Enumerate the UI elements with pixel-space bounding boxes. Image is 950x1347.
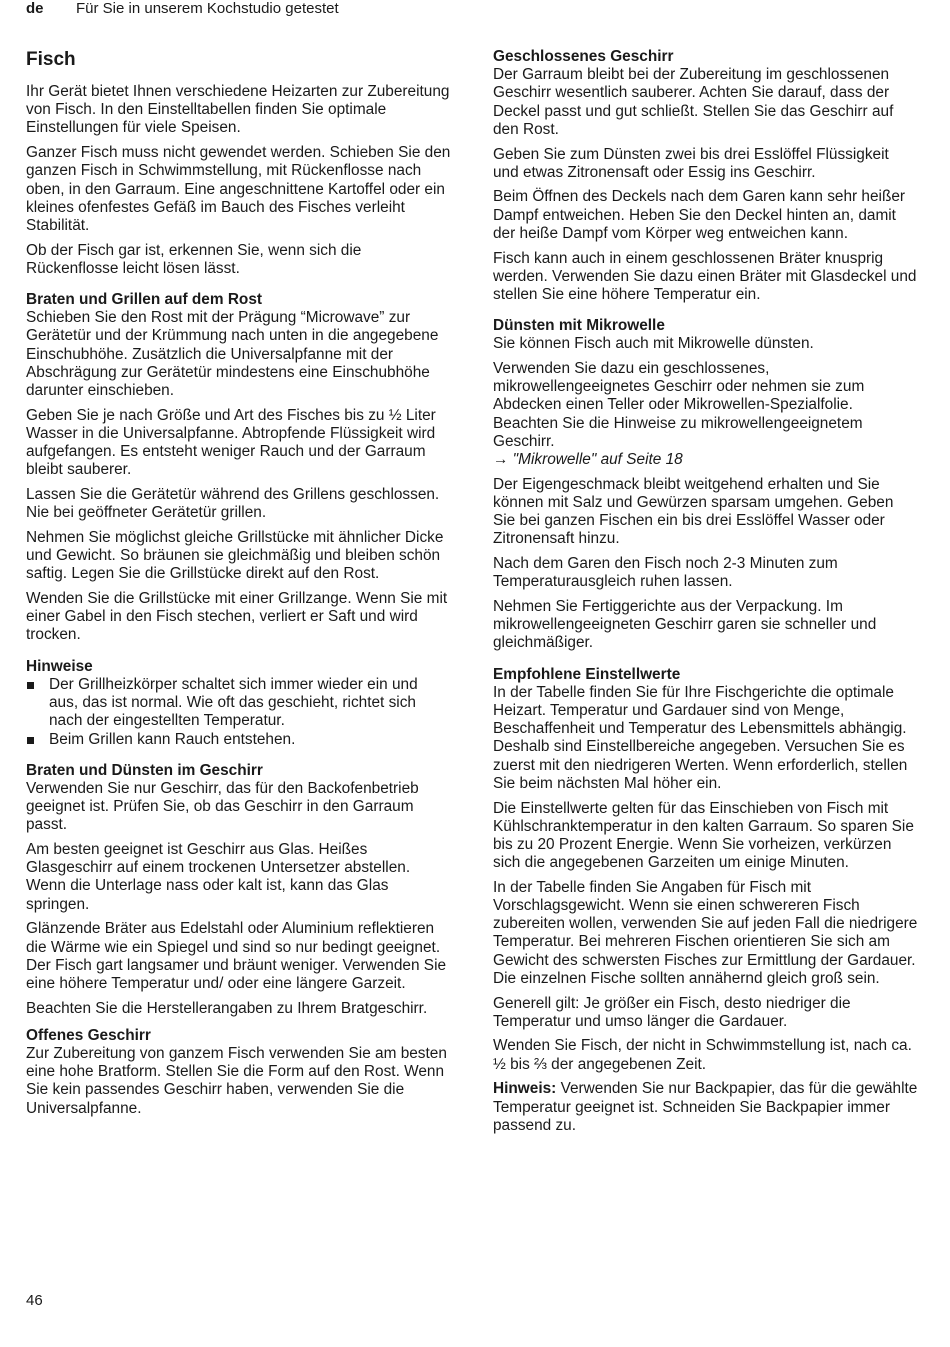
paragraph: Generell gilt: Je größer ein Fisch, desto niedriger die Temperatur und umso länger die Gardauer.: [493, 994, 851, 1030]
paragraph: Wenden Sie Fisch, der nicht in Schwimmstellung ist, nach ca. ½ bis ⅔ der angegebenen Zeit.: [493, 1037, 912, 1073]
paragraph: Der Garraum bleibt bei der Zubereitung im geschlossenen Geschirr wesentlich sauberer. Achten Sie darauf, dass der Deckel passt und gut schließt. Stellen Sie das Geschirr auf den Rost.: [493, 66, 894, 138]
bullet-square-icon: [27, 682, 34, 689]
paragraph: Geben Sie zum Dünsten zwei bis drei Esslöffel Flüssigkeit und etwas Zitronensaft oder Essig ins Geschirr.: [493, 145, 889, 181]
subheading-geschirr: Braten und Dünsten im Geschirr: [26, 761, 263, 779]
arrow-right-icon: →: [493, 451, 509, 469]
paragraph: Die Einstellwerte gelten für das Einschieben von Fisch mit Kühlschranktemperatur in den kalten Garraum. So sparen Sie bis zu 20 Prozent Energie. Wenn Sie vorheizen, verkürzen sich die angegebenen Garzeiten um einige Minuten.: [493, 799, 914, 872]
paragraph: Am besten geeignet ist Geschirr aus Glas. Heißes Glasgeschirr auf einem trockenen Untersetzer abstellen. Wenn die Unterlage nass oder kalt ist, kann das Glas springen.: [26, 841, 411, 913]
paragraph: Schieben Sie den Rost mit der Prägung “Microwave” zur Gerätetür und der Krümmung nach unten in die angegebene Einschubhöhe. Zusätzlich die Universalpfanne mit der Abschrägung zur Gerätetür mindestens eine Einschubhöhe darunter einschieben.: [26, 309, 439, 400]
paragraph: Verwenden Sie dazu ein geschlossenes, mikrowellengeeignetes Geschirr oder nehmen sie zum Abdecken einen Teller oder Mikrowellen-Spezialfolie. Beachten Sie die Hinweise zu mikrowellengeeignetem Geschirr. → "Mikrowelle" auf Seite 18: [493, 360, 865, 469]
paragraph: In der Tabelle finden Sie für Ihre Fischgerichte die optimale Heizart. Temperatur und Gardauer sind von Menge, Beschaffenheit und Temperatur des Lebensmittels abhängig. Deshalb sind Einstellbereiche angegeben. Versuchen Sie es zuerst mit den niedrigeren Werten. Wenn erforderlich, stellen Sie beim nächsten Mal höher ein.: [493, 683, 908, 792]
paragraph: Fisch kann auch in einem geschlossenen Bräter knusprig werden. Verwenden Sie dazu einen Bräter mit Glasdeckel und stellen Sie eine höhere Temperatur ein.: [493, 249, 917, 303]
paragraph: Sie können Fisch auch mit Mikrowelle dünsten.: [493, 335, 814, 353]
list-item: Der Grillheizkörper schaltet sich immer wieder ein und aus, das ist normal. Wie oft das geschieht, richtet sich nach der eingestellten Temperatur.: [26, 676, 451, 731]
paragraph: In der Tabelle finden Sie Angaben für Fisch mit Vorschlagsgewicht. Wenn sie einen schwereren Fisch zubereiten wollen, verwenden Sie auf jeden Fall die niedrigere Temperatur. Bei mehreren Fischen orientieren Sie sich am Gewicht des schwersten Fisches zur Ermittlung der Gardauer. Die einzelnen Fische sollten annähernd gleich groß sein.: [493, 878, 918, 987]
cross-reference-link[interactable]: → "Mikrowelle" auf Seite 18: [493, 451, 683, 469]
paragraph: Der Eigengeschmack bleibt weitgehend erhalten und Sie können mit Salz und Gewürzen sparsam umgehen. Geben Sie bei ganzen Fischen ein bis drei Esslöffel Wasser oder Zitronensaft hinzu.: [493, 475, 894, 548]
paragraph: Beim Öffnen des Deckels nach dem Garen kann sehr heißer Dampf entweichen. Heben Sie den Deckel hinten an, damit der heiße Dampf vom Körper weg entweichen kann.: [493, 188, 906, 242]
bullet-square-icon: [27, 737, 34, 744]
paragraph: Wenden Sie die Grillstücke mit einer Grillzange. Wenn Sie mit einer Gabel in den Fisch stechen, verliert er Saft und wird trocken.: [26, 590, 448, 644]
paragraph: Lassen Sie die Gerätetür während des Grillens geschlossen. Nie bei geöffneter Gerätetür grillen.: [26, 486, 440, 522]
subheading-offenes-geschirr: Offenes Geschirr: [26, 1026, 151, 1044]
subheading-hinweise: Hinweise: [26, 657, 93, 675]
note-paragraph: [493, 1080, 918, 1135]
paragraph: Nehmen Sie möglichst gleiche Grillstücke mit ähnlicher Dicke und Gewicht. So bräunen sie gleichmäßig und bleiben schön saftig. Legen Sie die Grillstücke direkt auf den Rost.: [26, 528, 444, 583]
subheading-mikrowelle: Dünsten mit Mikrowelle: [493, 317, 665, 335]
list-item: Beim Grillen kann Rauch entstehen.: [26, 731, 451, 749]
language-code: de: [26, 0, 44, 17]
paragraph: Zur Zubereitung von ganzem Fisch verwenden Sie am besten eine hohe Bratform. Stellen Sie die Form auf den Rost. Wenn Sie kein passendes Geschirr haben, verwenden Sie die Universalpfanne.: [26, 1045, 447, 1117]
paragraph: Ob der Fisch gar ist, erkennen Sie, wenn sich die Rückenflosse leicht lösen lässt.: [26, 241, 362, 277]
paragraph: Glänzende Bräter aus Edelstahl oder Aluminium reflektieren die Wärme wie ein Spiegel und sind so nur bedingt geeignet. Der Fisch gart langsamer und bräunt weniger. Verwenden Sie eine höhere Temperatur und/ oder eine längere Garzeit.: [26, 920, 447, 992]
subheading-einstellwerte: Empfohlene Einstellwerte: [493, 665, 681, 683]
right-column: [493, 48, 918, 1141]
subheading-geschlossenes-geschirr: Geschlossenes Geschirr: [493, 48, 674, 65]
paragraph: Verwenden Sie nur Geschirr, das für den Backofenbetrieb geeignet ist. Prüfen Sie, ob das Geschirr in den Garraum passt.: [26, 779, 419, 834]
page-number: 46: [26, 1292, 43, 1309]
paragraph: Geben Sie je nach Größe und Art des Fisches bis zu ½ Liter Wasser in die Universalpfanne. Abtropfende Flüssigkeit wird aufgefangen. Es entsteht weniger Rauch und der Garraum bleibt sauberer.: [26, 406, 436, 479]
left-column: [26, 48, 451, 1124]
header-title: Für Sie in unserem Kochstudio getestet: [76, 0, 339, 17]
subheading-rost: Braten und Grillen auf dem Rost: [26, 291, 263, 309]
paragraph: Ihr Gerät bietet Ihnen verschiedene Heizarten zur Zubereitung von Fisch. In den Einstelltabellen finden Sie optimale Einstellungen für viele Speisen.: [26, 83, 450, 137]
paragraph: Nehmen Sie Fertiggerichte aus der Verpackung. Im mikrowellengeeigneten Geschirr garen sie schneller und gleichmäßiger.: [493, 597, 877, 652]
section-title-fisch: Fisch: [26, 49, 76, 70]
paragraph: Ganzer Fisch muss nicht gewendet werden. Schieben Sie den ganzen Fisch in Schwimmstellung, mit Rückenflosse nach oben, in den Garraum. Eine angeschnittene Kartoffel oder ein kleines ofenfestes Gefäß im Bauch des Fisches verleiht Stabilität.: [26, 144, 451, 234]
hint-list: [26, 676, 451, 749]
note-label: Hinweis:: [493, 1080, 557, 1098]
note-text: Verwenden Sie nur Backpapier, das für die gewählte Temperatur geeignet ist. Schneiden Sie Backpapier immer passend zu.: [493, 1080, 918, 1134]
paragraph: Nach dem Garen den Fisch noch 2-3 Minuten zum Temperaturausgleich ruhen lassen.: [493, 555, 838, 591]
paragraph: Beachten Sie die Herstellerangaben zu Ihrem Bratgeschirr.: [26, 999, 428, 1017]
